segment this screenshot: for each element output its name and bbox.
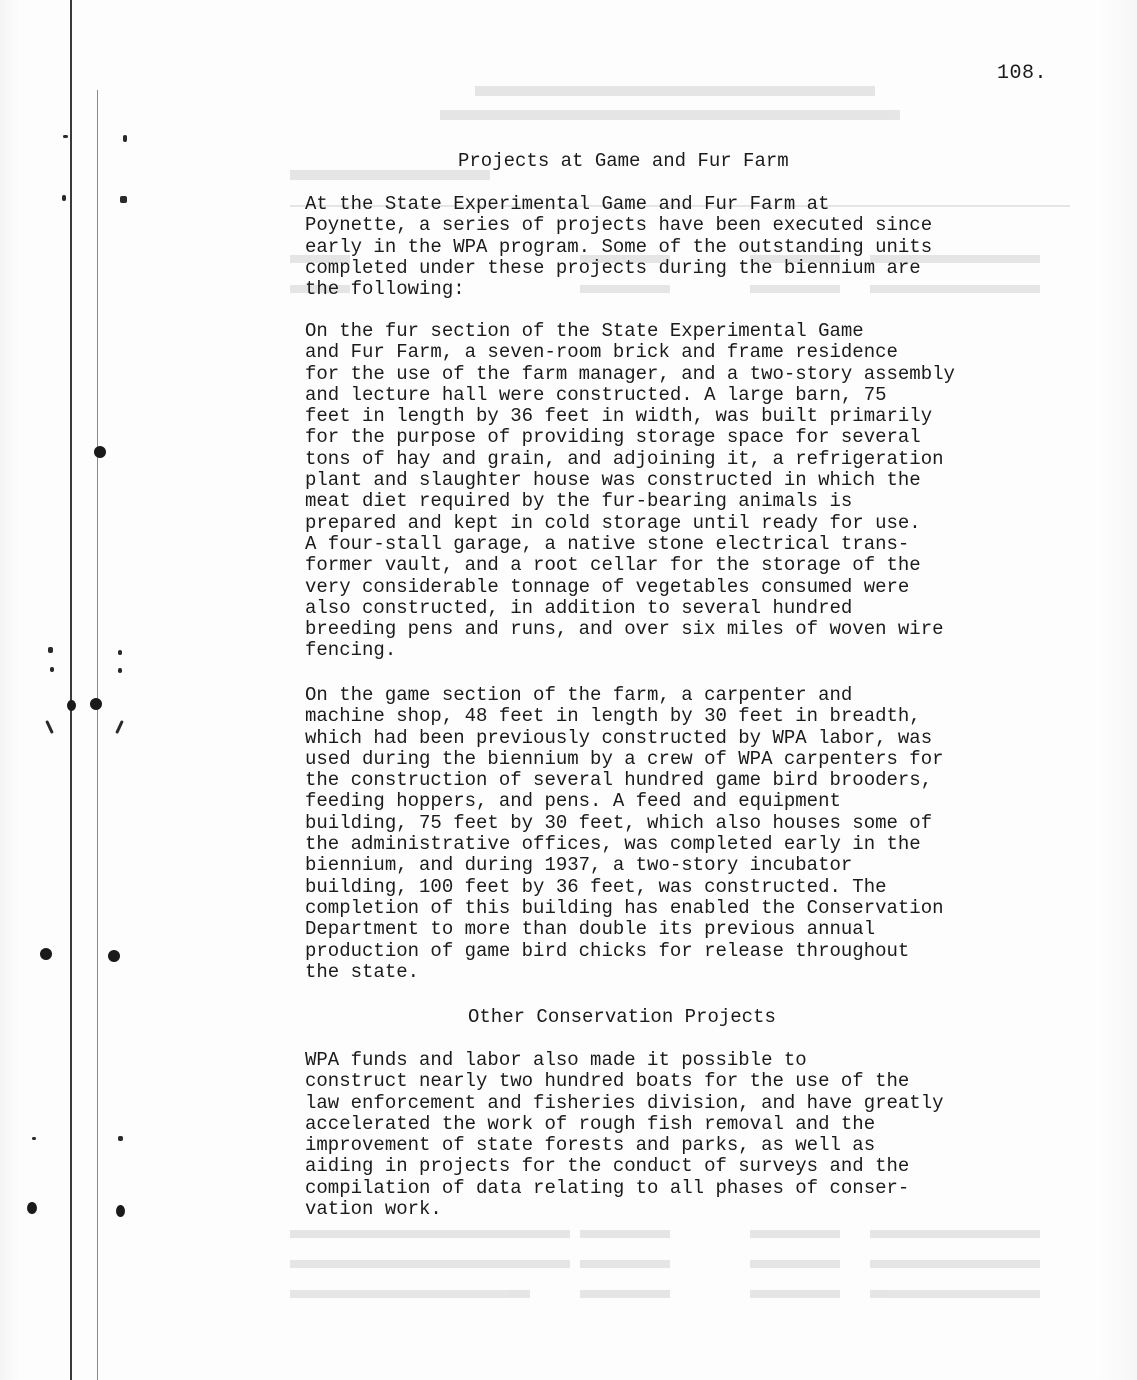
speck bbox=[62, 195, 66, 201]
section-heading-other-conservation: Other Conservation Projects bbox=[468, 1006, 776, 1028]
paragraph-poynette-intro: At the State Experimental Game and Fur Farm at Poynette, a series of projects have been executed since early in the WPA program. Some of the outstanding units completed under these projects during the biennium are the following: bbox=[305, 193, 933, 301]
section-heading-game-fur-farm: Projects at Game and Fur Farm bbox=[458, 150, 789, 172]
punch-hole bbox=[94, 446, 106, 458]
paragraph-game-section: On the game section of the farm, a carpenter and machine shop, 48 feet in length by 30 feet in breadth, which had been previously constructed by WPA labor, was used during the biennium by a crew of WPA carpenters for the construction of several hundred game bird brooders, feeding hoppers, and pens. A feed and equipment building, 75 feet by 30 feet, which also houses some of the administrative offices, was completed early in the biennium, and during 1937, a two-story incubator building, 100 feet by 36 feet, was constructed. The completion of this building has enabled the Conservation Department to more than double its previous annual production of game bird chicks for release throughout the state. bbox=[305, 684, 944, 983]
punch-hole bbox=[27, 1202, 37, 1214]
speck bbox=[118, 1136, 123, 1141]
speck bbox=[32, 1137, 36, 1140]
paragraph-other-conservation: WPA funds and labor also made it possible to construct nearly two hundred boats for the use of the law enforcement and fisheries division, and have greatly accelerated the work of rough fish removal and the improvement of state forests and parks, as well as aiding in projects for the conduct of surveys and the compilation of data relating to all phases of conser- vation work. bbox=[305, 1049, 944, 1221]
punch-hole bbox=[40, 948, 52, 960]
binding-margin-line bbox=[70, 0, 72, 1380]
binding-margin-line-faint bbox=[97, 90, 98, 1380]
punch-hole bbox=[116, 1205, 125, 1217]
punch-hole bbox=[90, 698, 102, 710]
paragraph-fur-section: On the fur section of the State Experimental Game and Fur Farm, a seven-room brick and frame residence for the use of the farm manager, and a two-story assembly and lecture hall were constructed. A large barn, 75 feet in length by 36 feet in width, was built primarily for the purpose of providing storage space for several tons of hay and grain, and adjoining it, a refrigeration plant and slaughter house was constructed in which the meat diet required by the fur-bearing animals is prepared and kept in cold storage until ready for use. A four-stall garage, a native stone electrical trans- former vault, and a root cellar for the storage of the very considerable tonnage of vegetables consumed were also constructed, in addition to several hundred breeding pens and runs, and over six miles of woven wire fencing. bbox=[305, 320, 955, 662]
speck bbox=[120, 196, 127, 203]
speck bbox=[118, 668, 122, 673]
punch-hole bbox=[67, 700, 76, 711]
speck bbox=[50, 667, 54, 672]
speck bbox=[63, 135, 68, 138]
speck bbox=[115, 720, 124, 734]
punch-hole bbox=[108, 950, 120, 962]
speck bbox=[45, 720, 54, 734]
speck bbox=[48, 647, 53, 653]
speck bbox=[123, 135, 127, 142]
speck bbox=[118, 650, 122, 655]
page-number: 108. bbox=[997, 62, 1048, 85]
